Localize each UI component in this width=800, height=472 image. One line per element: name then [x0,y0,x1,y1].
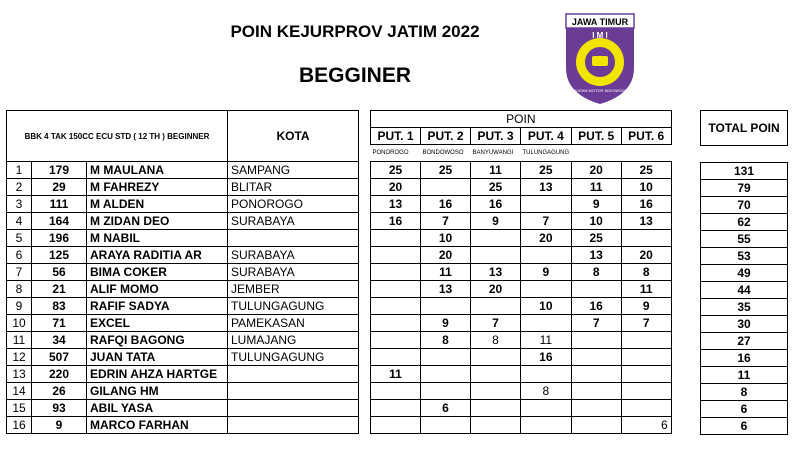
point-cell: 11 [371,366,421,383]
rider-name: M ALDEN [87,196,228,213]
rider-city: PAMEKASAN [228,315,359,332]
point-cell [371,400,421,417]
points-row [371,162,672,179]
imi-jatim-logo [560,8,640,108]
point-cell [571,349,621,366]
points-row [371,298,672,315]
point-cell [521,315,572,332]
row-position: 3 [7,196,32,213]
point-cell: 16 [571,298,621,315]
point-cell: 9 [421,315,471,332]
point-cell: 20 [571,162,621,179]
total-points: 6 [701,418,788,435]
point-cell [571,332,621,349]
point-cell [521,366,572,383]
put-header: PUT. 1 [371,128,421,145]
logo-side-text: IKATAN MOTOR INDONESIA [573,88,627,93]
rider-table [6,110,359,434]
table-row [7,162,359,179]
row-position: 11 [7,332,32,349]
rider-name: GILANG HM [87,383,228,400]
point-cell [471,247,521,264]
class-label: BBK 4 TAK 150CC ECU STD ( 12 TH ) BEGINNER [7,111,228,162]
row-position: 14 [7,383,32,400]
point-cell: 9 [521,264,572,281]
points-row [371,179,672,196]
point-cell: 7 [571,315,621,332]
table-row [7,315,359,332]
rider-city [228,366,359,383]
point-cell: 10 [421,230,471,247]
rider-number: 71 [32,315,87,332]
rider-number: 34 [32,332,87,349]
page-title: POIN KEJURPROV JATIM 2022 [230,22,480,41]
rider-name: BIMA COKER [87,264,228,281]
point-cell: 6 [421,400,471,417]
rider-name: ABIL YASA [87,400,228,417]
point-cell: 7 [521,213,572,230]
rider-city: BLITAR [228,179,359,196]
total-points: 62 [701,214,788,231]
city-header: KOTA [228,111,359,162]
rider-city [228,383,359,400]
row-position: 6 [7,247,32,264]
rider-name: M FAHREZY [87,179,228,196]
table-row [7,332,359,349]
venue-label: PONOROGO [372,150,409,156]
point-cell: 11 [571,179,621,196]
rider-number: 196 [32,230,87,247]
total-row [701,299,788,316]
row-position: 10 [7,315,32,332]
rider-name: M NABIL [87,230,228,247]
point-cell [421,366,471,383]
total-points: 11 [701,367,788,384]
row-position: 15 [7,400,32,417]
table-row [7,349,359,366]
rider-city [228,400,359,417]
row-position: 1 [7,162,32,179]
point-cell [571,417,621,434]
total-row [701,163,788,180]
total-row [701,384,788,401]
point-cell [471,417,521,434]
point-cell: 11 [521,332,572,349]
point-cell: 11 [621,281,671,298]
point-cell: 6 [621,417,671,434]
point-cell [371,332,421,349]
point-cell [471,400,521,417]
point-cell [521,247,572,264]
total-row [701,333,788,350]
row-position: 8 [7,281,32,298]
table-row [7,298,359,315]
point-cell: 20 [471,281,521,298]
point-cell: 11 [471,162,521,179]
venue-label [571,145,621,162]
point-cell [571,383,621,400]
rider-name: EDRIN AHZA HARTGE [87,366,228,383]
point-cell [471,298,521,315]
point-cell [471,230,521,247]
table-row [7,366,359,383]
row-position: 9 [7,298,32,315]
rider-city: SURABAYA [228,264,359,281]
point-cell [471,349,521,366]
total-row [701,265,788,282]
rider-number: 29 [32,179,87,196]
point-cell: 8 [421,332,471,349]
total-row [701,231,788,248]
rider-name: JUAN TATA [87,349,228,366]
total-points: 44 [701,282,788,299]
point-cell [621,349,671,366]
table-row [7,417,359,434]
venue-label [621,145,671,162]
row-position: 4 [7,213,32,230]
total-points: 35 [701,299,788,316]
points-row [371,349,672,366]
category-title: BEGGINER [298,64,411,87]
total-row [701,316,788,333]
point-cell [521,196,572,213]
table-row [7,400,359,417]
table-row [7,196,359,213]
point-cell: 13 [621,213,671,230]
point-cell: 7 [421,213,471,230]
table-row [7,179,359,196]
rider-name: ARAYA RADITIA AR [87,247,228,264]
point-cell [621,400,671,417]
point-cell: 8 [571,264,621,281]
rider-number: 507 [32,349,87,366]
total-points: 16 [701,350,788,367]
total-row [701,350,788,367]
rider-number: 220 [32,366,87,383]
points-row [371,417,672,434]
total-row [701,418,788,435]
table-row [7,230,359,247]
point-cell [521,400,572,417]
point-cell [371,230,421,247]
point-cell: 11 [421,264,471,281]
points-row [371,264,672,281]
rider-number: 56 [32,264,87,281]
point-cell [421,349,471,366]
points-row [371,366,672,383]
row-position: 13 [7,366,32,383]
rider-number: 83 [32,298,87,315]
rider-city: SURABAYA [228,213,359,230]
point-cell [371,298,421,315]
row-position: 7 [7,264,32,281]
point-cell [521,417,572,434]
point-cell: 16 [521,349,572,366]
point-cell: 8 [621,264,671,281]
venue-label: BONDOWOSO [422,150,464,156]
total-points: 53 [701,248,788,265]
points-row [371,213,672,230]
total-row [701,197,788,214]
total-points: 49 [701,265,788,282]
total-points: 30 [701,316,788,333]
points-row [371,332,672,349]
rider-city: LUMAJANG [228,332,359,349]
total-row [701,367,788,384]
rider-number: 93 [32,400,87,417]
point-cell: 13 [371,196,421,213]
point-cell [371,247,421,264]
rider-number: 9 [32,417,87,434]
total-points: 70 [701,197,788,214]
venue-label: TULUNGAGUNG [522,150,570,156]
point-cell [421,383,471,400]
rider-city [228,230,359,247]
point-cell [421,298,471,315]
row-position: 16 [7,417,32,434]
rider-number: 21 [32,281,87,298]
poin-header: POIN [371,111,672,128]
table-row [7,383,359,400]
point-cell: 16 [371,213,421,230]
rider-city [228,417,359,434]
point-cell: 16 [471,196,521,213]
rider-city: SURABAYA [228,247,359,264]
put-header: PUT. 2 [421,128,471,145]
point-cell [621,383,671,400]
rider-city: PONOROGO [228,196,359,213]
point-cell [371,417,421,434]
logo-top-text: JAWA TIMUR [571,17,629,27]
points-row [371,315,672,332]
rider-name: ALIF MOMO [87,281,228,298]
rider-city: SAMPANG [228,162,359,179]
rider-name: RAFQI BAGONG [87,332,228,349]
point-cell [571,366,621,383]
point-cell [521,281,572,298]
total-row [701,214,788,231]
rider-city: TULUNGAGUNG [228,349,359,366]
point-cell: 20 [371,179,421,196]
total-table [700,110,788,435]
venue-label: BANYUWANGI [472,150,514,156]
table-row [7,247,359,264]
rider-name: EXCEL [87,315,228,332]
point-cell [371,349,421,366]
rider-city: TULUNGAGUNG [228,298,359,315]
point-cell: 13 [421,281,471,298]
table-row [7,264,359,281]
points-row [371,281,672,298]
point-cell: 20 [621,247,671,264]
rider-number: 125 [32,247,87,264]
points-row [371,383,672,400]
point-cell: 10 [621,179,671,196]
row-position: 12 [7,349,32,366]
point-cell: 20 [521,230,572,247]
point-cell: 7 [471,315,521,332]
rider-number: 164 [32,213,87,230]
point-cell: 25 [471,179,521,196]
point-cell [371,383,421,400]
point-cell: 9 [621,298,671,315]
point-cell: 16 [621,196,671,213]
points-row [371,196,672,213]
point-cell [471,366,521,383]
points-table [370,110,672,434]
rider-name: M MAULANA [87,162,228,179]
point-cell: 9 [471,213,521,230]
point-cell: 16 [421,196,471,213]
total-points: 6 [701,401,788,418]
point-cell: 8 [521,383,572,400]
rider-city: JEMBER [228,281,359,298]
point-cell: 25 [571,230,621,247]
table-row [7,281,359,298]
row-position: 5 [7,230,32,247]
points-row [371,230,672,247]
total-row [701,401,788,418]
rider-name: M ZIDAN DEO [87,213,228,230]
point-cell [471,383,521,400]
rider-name: RAFIF SADYA [87,298,228,315]
point-cell: 25 [621,162,671,179]
row-position: 2 [7,179,32,196]
rider-number: 179 [32,162,87,179]
points-row [371,247,672,264]
point-cell: 13 [471,264,521,281]
point-cell [621,230,671,247]
rider-number: 111 [32,196,87,213]
total-points: 55 [701,231,788,248]
point-cell [571,281,621,298]
point-cell [421,179,471,196]
put-header: PUT. 5 [571,128,621,145]
logo-center-text: I M I [592,31,608,40]
point-cell: 13 [571,247,621,264]
point-cell [621,366,671,383]
rider-name: MARCO FARHAN [87,417,228,434]
point-cell: 25 [521,162,572,179]
point-cell: 20 [421,247,471,264]
total-row [701,282,788,299]
point-cell [371,315,421,332]
point-cell [571,400,621,417]
point-cell [371,281,421,298]
total-header: TOTAL POIN [701,111,788,146]
point-cell: 10 [521,298,572,315]
point-cell [621,332,671,349]
total-points: 8 [701,384,788,401]
point-cell [421,417,471,434]
total-row [701,248,788,265]
point-cell: 8 [471,332,521,349]
point-cell: 13 [521,179,572,196]
table-row [7,213,359,230]
total-points: 79 [701,180,788,197]
point-cell [371,264,421,281]
point-cell: 25 [371,162,421,179]
put-header: PUT. 4 [521,128,572,145]
rider-number: 26 [32,383,87,400]
total-row [701,180,788,197]
points-row [371,400,672,417]
put-header: PUT. 6 [621,128,671,145]
total-points: 27 [701,333,788,350]
total-points: 131 [701,163,788,180]
point-cell: 10 [571,213,621,230]
point-cell: 7 [621,315,671,332]
point-cell: 25 [421,162,471,179]
point-cell: 9 [571,196,621,213]
put-header: PUT. 3 [471,128,521,145]
